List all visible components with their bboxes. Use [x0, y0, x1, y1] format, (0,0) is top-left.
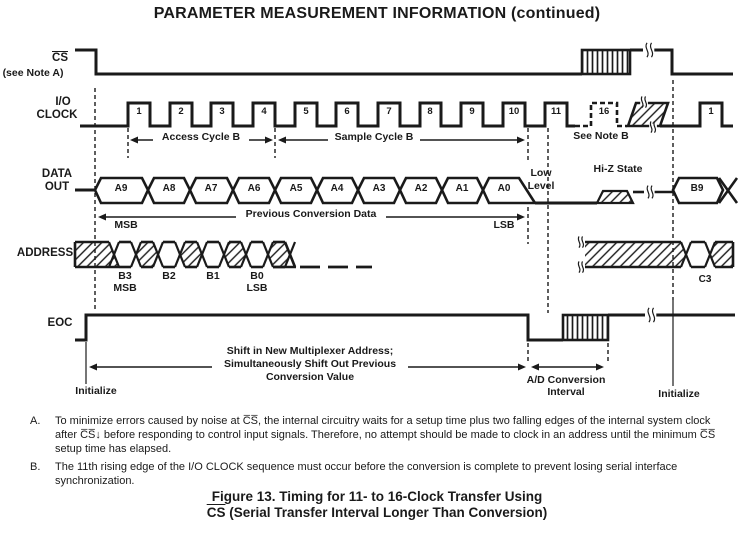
cs-note-label: (see Note A) — [2, 67, 64, 79]
data-bit: A3 — [372, 183, 386, 194]
data-out-label-line2: OUT — [44, 181, 70, 193]
data-bit: A9 — [114, 183, 128, 194]
eoc-waveform — [75, 308, 735, 340]
eoc-label: EOC — [47, 317, 73, 329]
address-bit-c3: C3 — [698, 274, 712, 285]
ad-interval-line2: Interval — [547, 386, 585, 398]
clock-number: 1 — [136, 106, 142, 117]
ad-interval-line1: A/D Conversion — [526, 374, 606, 386]
note-b-label: B. — [30, 461, 41, 473]
clock-number: 3 — [219, 106, 225, 117]
data-bit: A6 — [247, 183, 261, 194]
sample-cycle-label: Sample Cycle B — [334, 131, 414, 143]
data-lsb-label: LSB — [493, 219, 515, 231]
page-title: PARAMETER MEASUREMENT INFORMATION (continued) — [153, 5, 601, 22]
clock-number: 8 — [427, 106, 433, 117]
data-bit: A8 — [162, 183, 176, 194]
low-level-label-line1: Low — [530, 167, 552, 179]
io-clock-label-line2: CLOCK — [36, 109, 78, 121]
initialize-right-label: Initialize — [658, 388, 700, 400]
clock-number: 7 — [386, 106, 392, 117]
data-bit: A4 — [330, 183, 344, 194]
data-bit: A7 — [204, 183, 218, 194]
clock-number: 5 — [303, 106, 309, 117]
address-label: ADDRESS — [16, 247, 74, 259]
clock-number: 1 — [708, 106, 714, 117]
notes-section — [30, 414, 730, 492]
address-msb-label: MSB — [113, 282, 137, 294]
clock-number: 16 — [598, 106, 610, 117]
data-bit: A5 — [289, 183, 303, 194]
low-level-label-line2: Level — [527, 180, 555, 192]
see-note-b-label: See Note B — [573, 130, 629, 142]
shift-text-line1: Shift in New Multiplexer Address; — [226, 345, 394, 357]
address-bit: B2 — [162, 270, 176, 282]
shift-text-line3: Conversion Value — [265, 371, 355, 383]
clock-number: 9 — [469, 106, 475, 117]
address-bit: B3 — [118, 270, 132, 282]
note-a-label: A. — [30, 415, 41, 427]
note-a — [30, 414, 730, 456]
address-bit: B0 — [250, 270, 264, 282]
hiz-state-label: Hi-Z State — [593, 163, 643, 175]
caption-line2-rest: (Serial Transfer Interval Longer Than Conversion) — [225, 504, 548, 520]
data-bit: A2 — [414, 183, 428, 194]
data-bit: A1 — [455, 183, 469, 194]
caption-cs-overline: $\overline{CS}$ — [206, 504, 226, 520]
cs-waveform — [75, 43, 733, 74]
address-lsb-label: LSB — [246, 282, 268, 294]
address-bit: B1 — [206, 270, 220, 282]
figure-caption — [0, 489, 754, 520]
note-a-text: To minimize errors caused by noise at C̅S̅, the internal circuitry waits for a setup time plus two falling edges of the internal system clock after C̅S̅↓ before responding to control input signals. Therefore, no attempt should be made to clock in an address until the minimum C̅S̅ setup time has elapsed. — [55, 415, 716, 455]
clock-number: 11 — [550, 106, 562, 117]
address-waveform — [75, 236, 733, 272]
data-msb-label: MSB — [114, 219, 138, 231]
data-bit: A0 — [497, 183, 511, 194]
cs-signal-label: $\overline{CS}$ — [52, 52, 68, 64]
io-clock-label-line1: I/O — [55, 96, 71, 108]
clock-number: 10 — [508, 106, 520, 117]
figure-caption-line1: Figure 13. Timing for 11- to 16-Clock Transfer Using — [211, 489, 543, 504]
figure-caption-line2 — [0, 505, 754, 521]
clock-number: 6 — [344, 106, 350, 117]
note-b-text: The 11th rising edge of the I/O CLOCK sequence must occur before the conversion is complete to prevent losing serial interface synchronization. — [55, 461, 678, 487]
data-out-label-line1: DATA — [41, 168, 73, 180]
clock-number: 2 — [178, 106, 184, 117]
initialize-left-label: Initialize — [75, 385, 117, 397]
previous-conversion-label: Previous Conversion Data — [245, 208, 377, 220]
shift-text-line2: Simultaneously Shift Out Previous — [223, 358, 397, 370]
clock-number: 4 — [261, 106, 267, 117]
access-cycle-label: Access Cycle B — [161, 131, 241, 143]
data-bit-b9: B9 — [690, 183, 704, 194]
note-b — [30, 460, 730, 488]
